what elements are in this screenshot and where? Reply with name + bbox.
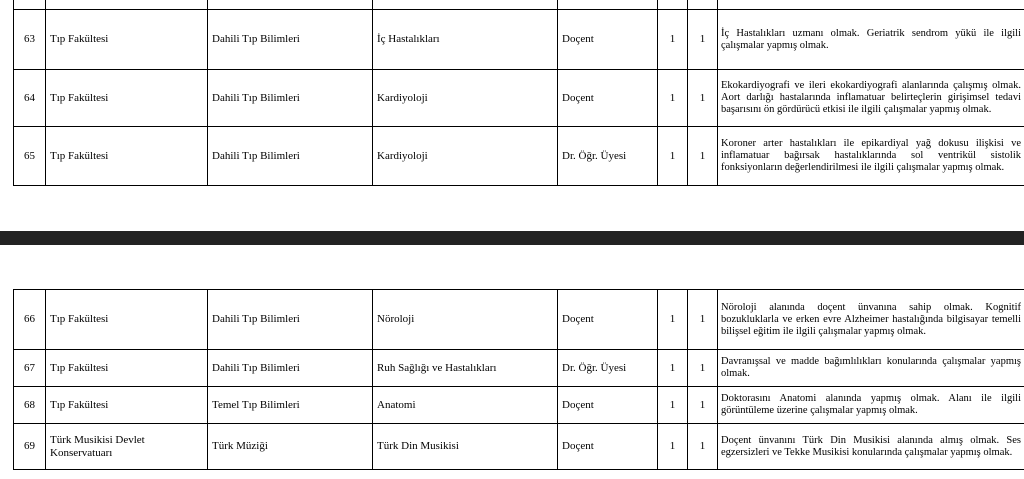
count-cell: 1 [658, 10, 688, 70]
count-cell: 1 [658, 290, 688, 350]
program-cell: Kardiyoloji [373, 70, 558, 127]
conditions-cell: Ekokardiyografi ve ileri ekokardiyografi alanlarında çalışmış olmak. Aort darlığı hastalarında inflamatuar belirteçlerin girişimsel tedavi başarısını ön gördürücü etkisi ile ilgili çalışmalar yapmış olmak. [718, 70, 1024, 127]
faculty-cell: Tıp Fakültesi [46, 387, 208, 424]
title-cell: Doçent [558, 70, 658, 127]
department-cell: Dahili Tıp Bilimleri [208, 350, 373, 387]
table-row [14, 350, 1024, 387]
department-cell: Türk Müziği [208, 424, 373, 470]
title-cell: Doçent [558, 290, 658, 350]
faculty-cell: Türk Musikisi Devlet Konservatuarı [46, 424, 208, 470]
title-cell: Doçent [558, 387, 658, 424]
page-break-separator [0, 231, 1024, 245]
count-cell: 1 [688, 290, 718, 350]
program-cell: İç Hastalıkları [373, 10, 558, 70]
positions-table-bottom [13, 289, 1024, 470]
count-cell: 1 [658, 387, 688, 424]
table-row-header-fragment [14, 0, 1024, 10]
conditions-cell: Doçent ünvanını Türk Din Musikisi alanında almış olmak. Ses egzersizleri ve Tekke Musikisi konularında çalışmalar yapmış olmak. [718, 424, 1024, 470]
count-cell: 1 [658, 424, 688, 470]
table-row [14, 127, 1024, 186]
count-cell: 1 [688, 10, 718, 70]
department-cell: Dahili Tıp Bilimleri [208, 290, 373, 350]
program-cell: Ruh Sağlığı ve Hastalıkları [373, 350, 558, 387]
title-cell: Dr. Öğr. Üyesi [558, 127, 658, 186]
row-number: 65 [14, 127, 46, 186]
table-row [14, 387, 1024, 424]
count-cell: 1 [658, 127, 688, 186]
department-cell: Temel Tıp Bilimleri [208, 387, 373, 424]
title-cell: Dr. Öğr. Üyesi [558, 350, 658, 387]
table-row [14, 10, 1024, 70]
row-number: 66 [14, 290, 46, 350]
table-row [14, 70, 1024, 127]
faculty-cell: Tıp Fakültesi [46, 350, 208, 387]
faculty-cell: Tıp Fakültesi [46, 127, 208, 186]
positions-table-top [13, 0, 1024, 186]
count-cell: 1 [688, 127, 718, 186]
row-number: 69 [14, 424, 46, 470]
conditions-cell: Davranışsal ve madde bağımlılıkları konularında çalışmalar yapmış olmak. [718, 350, 1024, 387]
table-row [14, 424, 1024, 470]
faculty-cell: Tıp Fakültesi [46, 290, 208, 350]
department-cell: Dahili Tıp Bilimleri [208, 127, 373, 186]
row-number: 64 [14, 70, 46, 127]
program-cell: Nöroloji [373, 290, 558, 350]
row-number: 67 [14, 350, 46, 387]
row-number: 63 [14, 10, 46, 70]
faculty-cell: Tıp Fakültesi [46, 70, 208, 127]
count-cell: 1 [688, 387, 718, 424]
department-cell: Dahili Tıp Bilimleri [208, 10, 373, 70]
count-cell: 1 [688, 424, 718, 470]
row-number: 68 [14, 387, 46, 424]
table-row [14, 290, 1024, 350]
title-cell: Doçent [558, 424, 658, 470]
conditions-cell: Nöroloji alanında doçent ünvanına sahip olmak. Kognitif bozukluklarla ve erken evre Alzheimer hastalığında bilgisayar temelli bilişsel eğitim ile ilgili çalışmalar yapmış olmak. [718, 290, 1024, 350]
program-cell: Kardiyoloji [373, 127, 558, 186]
count-cell: 1 [658, 70, 688, 127]
title-cell: Doçent [558, 10, 658, 70]
faculty-cell: Tıp Fakültesi [46, 10, 208, 70]
department-cell: Dahili Tıp Bilimleri [208, 70, 373, 127]
count-cell: 1 [658, 350, 688, 387]
count-cell: 1 [688, 350, 718, 387]
program-cell: Anatomi [373, 387, 558, 424]
conditions-cell: İç Hastalıkları uzmanı olmak. Geriatrik sendrom yükü ile ilgili çalışmalar yapmış olmak. [718, 10, 1024, 70]
count-cell: 1 [688, 70, 718, 127]
program-cell: Türk Din Musikisi [373, 424, 558, 470]
conditions-cell: Doktorasını Anatomi alanında yapmış olmak. Alanı ile ilgili görüntüleme üzerine çalışmalar yapmış olmak. [718, 387, 1024, 424]
conditions-cell: Koroner arter hastalıkları ile epikardiyal yağ dokusu ilişkisi ve inflamatuar bağırsak hastalıklarında sol ventrikül sistolik fonksiyonların değerlendirilmesi ile ilgili çalışmalar yapmış olmak. [718, 127, 1024, 186]
